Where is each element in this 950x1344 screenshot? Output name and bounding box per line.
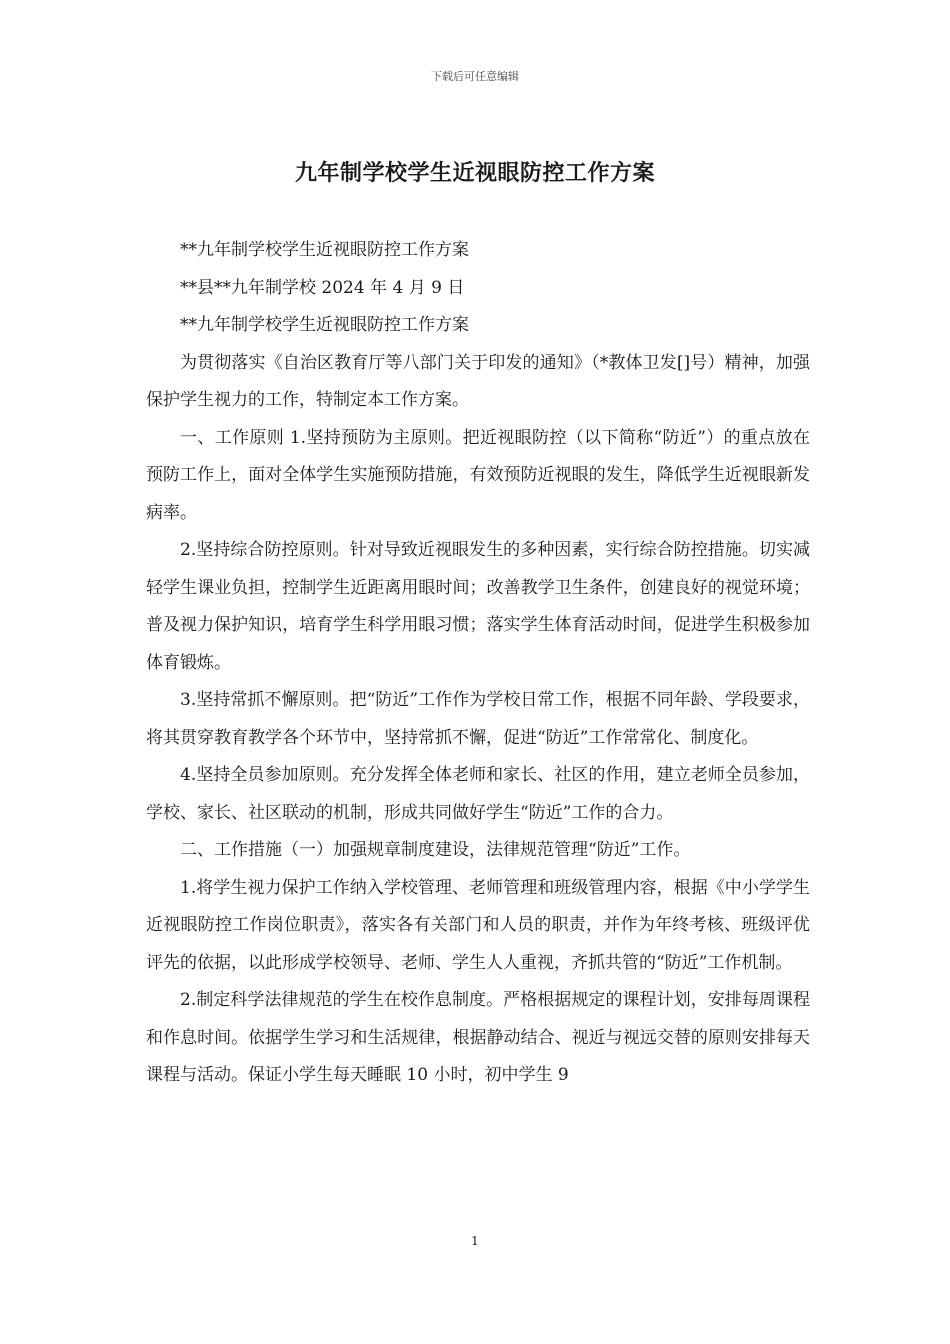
paragraph: 2.坚持综合防控原则。针对导致近视眼发生的多种因素，实行综合防控措施。切实减轻学生课业负担，控制学生近距离用眼时间；改善教学卫生条件，创建良好的视觉环境；普及视力保护知识，培育学生科学用眼习惯；落实学生体育活动时间，促进学生积极参加体育锻炼。 (146, 540, 810, 673)
paragraph: **九年制学校学生近视眼防控工作方案 (180, 240, 469, 260)
paragraph: 一、工作原则 1.坚持预防为主原则。把近视眼防控（以下简称“防近”）的重点放在预防工作上，面对全体学生实施预防措施，有效预防近视眼的发生，降低学生近视眼新发病率。 (146, 427, 810, 523)
document-body (146, 232, 810, 1095)
paragraph: 2.制定科学法律规范的学生在校作息制度。严格根据规定的课程计划，安排每周课程和作息时间。依据学生学习和生活规律，根据静动结合、视近与视远交替的原则安排每天课程与活动。保证小学生每天睡眠 10 小时，初中学生 9 (146, 990, 810, 1085)
header-note: 下载后可任意编辑 (431, 70, 519, 83)
page-number: 1 (471, 1234, 479, 1248)
paragraph: 3.坚持常抓不懈原则。把“防近”工作作为学校日常工作，根据不同年龄、学段要求，将其贯穿教育教学各个环节中，坚持常抓不懈，促进“防近”工作常常化、制度化。 (146, 690, 810, 748)
paragraph: **九年制学校学生近视眼防控工作方案 (180, 315, 469, 335)
paragraph: 为贯彻落实《自治区教育厅等八部门关于印发的通知》（*教体卫发[]号）精神，加强保护学生视力的工作，特制定本工作方案。 (146, 352, 810, 410)
paragraph: 1.将学生视力保护工作纳入学校管理、老师管理和班级管理内容，根据《中小学学生近视眼防控工作岗位职责》，落实各有关部门和人员的职责，并作为年终考核、班级评优评先的依据，以此形成学校领导、老师、学生人人重视，齐抓共管的“防近”工作机制。 (146, 877, 810, 973)
paragraph: 4.坚持全员参加原则。充分发挥全体老师和家长、社区的作用，建立老师全员参加，学校、家长、社区联动的机制，形成共同做好学生“防近”工作的合力。 (146, 765, 810, 823)
paragraph: 二、工作措施（一）加强规章制度建设，法律规范管理“防近”工作。 (180, 840, 691, 860)
paragraph: **县**九年制学校 2024 年 4 月 9 日 (180, 277, 465, 298)
document-title: 九年制学校学生近视眼防控工作方案 (294, 160, 655, 186)
